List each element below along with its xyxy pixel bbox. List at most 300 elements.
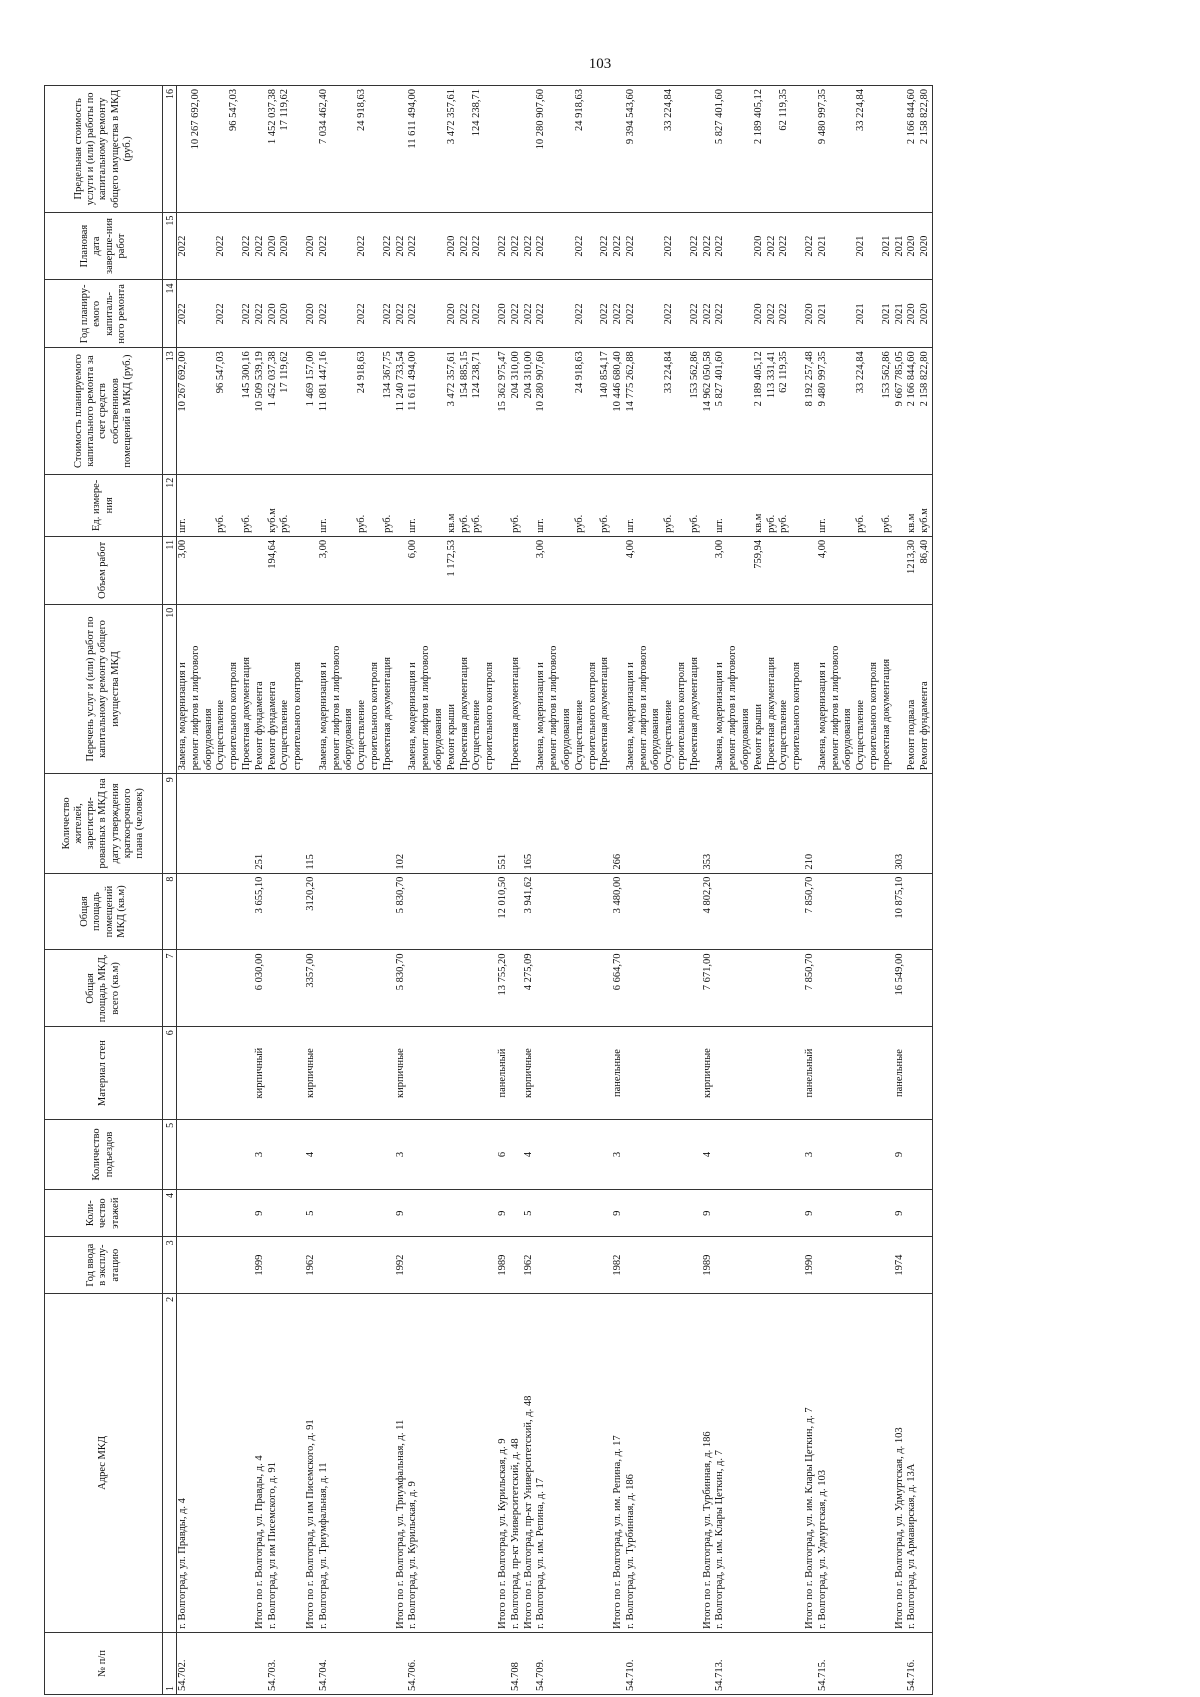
table-body [177,86,933,1695]
cell-line [791,283,804,344]
cell-line [305,540,318,601]
cell-line [740,478,753,533]
cell-line: 4,00 [816,539,828,559]
column-header: Перечень услуг и (или) работ по капитальному ремонту общего имущества МКД [45,604,163,773]
cell-line: 134 367,75 [381,351,393,399]
cell-line: 2022 [599,235,611,257]
cell-vol [318,536,395,604]
cell-line [676,478,689,533]
cell-line [727,216,740,277]
cell-year [625,1237,702,1293]
cell-line: шт. [407,518,419,533]
cell-line: оборудования [740,708,752,771]
cell-s1 [407,950,497,1027]
cell-line: руб. [240,514,252,533]
cell-line: строительного контроля [292,662,304,771]
cell-line [587,89,600,209]
cell-line: ремонт лифтов и лифтового [829,645,841,771]
cell-fl [817,1189,894,1236]
cell-line [689,89,702,209]
cell-y [804,280,817,348]
cell-line: 96 547,03 [228,89,240,131]
cell-n [612,1632,625,1694]
cell-line: 3,00 [177,539,188,559]
cell-addr: Итого по г. Волгоград, пр-кт Университетский, д. 48 [523,1293,536,1632]
cell-addr: Итого по г. Волгоград, ул. Правды, д. 4 [254,1293,267,1632]
cell-n [305,1632,318,1694]
cell-line [305,608,318,770]
cell-line: 2022 [215,303,227,325]
cell-line: Ремонт крыши [445,703,457,771]
cell-mat: кирпичные [305,1027,318,1120]
cell-line: руб. [356,514,368,533]
cell-line: 2021 [893,235,905,257]
cell-line [190,351,203,471]
cell-line: 2022 [663,235,675,257]
cell-line [510,540,523,601]
cell-mat [535,1027,612,1120]
cell-line [382,540,395,601]
table-row [318,86,395,1695]
cell-mat [510,1027,523,1120]
cell-line [868,89,881,209]
cell-line [791,89,804,209]
cell-fl [535,1189,612,1236]
cell-addr: Итого по г. Волгоград, ул. Удмуртская, д. 103 [894,1293,907,1632]
cell-year [817,1237,894,1293]
cell-line: 2022 [471,303,483,325]
cell-line [190,478,203,533]
cell-line [842,89,855,209]
cell-s1 [267,950,305,1027]
cell-line: 2020 [919,235,931,257]
cell-line: 24 918,63 [573,351,585,394]
cell-line: 62 119,35 [778,351,790,393]
cell-line: 2022 [624,235,636,257]
cell-line [203,351,216,471]
cell-line: 14 775 262,88 [624,351,636,412]
cell-cost [625,348,702,475]
cell-y [318,280,395,348]
cell-line: 2022 [381,303,393,325]
cell-line: 759,94 [752,539,764,569]
cell-line [369,216,382,277]
cell-d [305,212,318,280]
cell-line: руб. [599,514,611,533]
cell-line: шт. [317,518,329,533]
cell-d [523,212,536,280]
cell-line: 14 962 050,58 [701,351,713,412]
cell-fl: 9 [804,1189,817,1236]
cell-line: кв.м [445,513,457,533]
cell-line: Замена, модернизация и [317,662,329,771]
cell-line [203,89,216,209]
table-row [714,86,804,1695]
cell-line: 2020 [804,303,816,325]
cell-unit [714,474,804,536]
cell-line: 3 472 357,61 [445,89,457,145]
cell-line: 24 918,63 [573,89,585,131]
cell-line [343,89,356,209]
column-header: Количество жителей, зарегистри-рованных в МКД на дату утверждения краткосрочного плана (человек) [45,774,163,873]
cell-s2 [510,873,523,950]
cell-line: 2020 [304,303,316,325]
table-row [407,86,497,1695]
column-header: Общая площадь помещений МКД (кв.м) [45,873,163,950]
cell-unit [395,474,408,536]
cell-d [254,212,267,280]
cell-line: строительного контроля [586,662,598,771]
cell-s2: 3 480,00 [612,873,625,950]
cell-line: 2022 [356,235,368,257]
cell-line [638,540,651,601]
cell-works [305,604,318,773]
cell-addr: г. Волгоград, ул. Курильская, д. 9 [407,1293,497,1632]
cell-line [894,478,907,533]
cell-people [625,774,702,873]
cell-d [407,212,497,280]
cell-line [868,351,881,471]
cell-unit [625,474,702,536]
cell-line [548,89,561,209]
cell-n: 54.708 [510,1632,523,1694]
cell-line: Ремонт фундамента [266,681,278,771]
cell-addr: Итого по г. Волгоград, ул им Писемского, д. 91 [305,1293,318,1632]
cell-line [548,540,561,601]
cell-line: 24 918,63 [356,351,368,394]
cell-addr: Итого по г. Волгоград, ул. Курильская, д. 9 [497,1293,510,1632]
cell-line [702,89,715,209]
cell-line [650,283,663,344]
capital-repair-table [44,85,933,1695]
cell-line: 2022 [612,235,624,257]
table-row [612,86,625,1695]
cell-line [650,351,663,471]
cell-line: 1 452 037,38 [266,351,278,407]
cell-line [830,283,843,344]
cell-line [343,216,356,277]
table-row [177,86,254,1695]
cell-line: 2022 [522,235,534,257]
cell-cost [714,348,804,475]
cell-line [331,478,344,533]
cell-line: 2022 [663,303,675,325]
cell-line: 204 310,00 [509,351,521,399]
cell-line [740,351,753,471]
cell-line: 2022 [714,235,726,257]
cell-line [650,89,663,209]
cell-line [420,478,433,533]
cell-n: 54.706. [407,1632,497,1694]
cell-line: 2021 [880,235,892,257]
cell-line [842,540,855,601]
cell-line [727,283,740,344]
cell-y [305,280,318,348]
cell-line: 7 034 462,40 [317,89,329,145]
cell-s2 [407,873,497,950]
cell-line [676,351,689,471]
cell-s2 [906,873,932,950]
cell-ent [535,1119,612,1189]
cell-line [459,89,472,209]
cell-line: 2022 [253,235,265,257]
cell-line [702,608,715,770]
cell-works [254,604,267,773]
cell-line: 2022 [714,303,726,325]
cell-year: 1989 [702,1237,715,1293]
cell-line [228,216,241,277]
cell-line: 2020 [496,303,508,325]
cell-lim [407,86,497,213]
cell-line: 5 827 401,60 [714,89,726,145]
cell-s1 [318,950,395,1027]
cell-line: 9 480 997,35 [816,351,828,407]
cell-vol [714,536,804,604]
cell-line: Замена, модернизация и [535,662,547,771]
cell-unit [305,474,318,536]
cell-addr: г. Волгоград, ул. Турбинная, д. 186 [625,1293,702,1632]
cell-line: кв.м [752,513,764,533]
cell-cost [523,348,536,475]
cell-line [663,540,676,601]
cell-line [638,283,651,344]
cell-lim [305,86,318,213]
cell-line [804,89,817,209]
cell-line [881,89,894,209]
cell-vol [702,536,715,604]
cell-people: 102 [395,774,408,873]
cell-vol [395,536,408,604]
cell-people [906,774,932,873]
cell-year [318,1237,395,1293]
cell-people: 303 [894,774,907,873]
cell-line [842,283,855,344]
cell-ent [625,1119,702,1189]
cell-people [510,774,523,873]
cell-s1: 6 664,70 [612,950,625,1027]
cell-line: шт. [177,518,188,533]
cell-line: 2022 [356,303,368,325]
cell-ent: 3 [804,1119,817,1189]
cell-n: 54.709. [535,1632,612,1694]
cell-line: 2022 [535,235,547,257]
cell-line: 2021 [855,303,867,325]
cell-line: 2022 [765,235,777,257]
cell-line [331,351,344,471]
cell-s2: 5 830,70 [395,873,408,950]
cell-y [612,280,625,348]
cell-line [433,478,446,533]
cell-s1: 4 275,09 [523,950,536,1027]
cell-fl [407,1189,497,1236]
cell-d [267,212,305,280]
cell-line: 2022 [177,235,188,257]
cell-works [407,604,497,773]
cell-people: 266 [612,774,625,873]
column-index: 3 [163,1237,177,1293]
cell-fl: 9 [497,1189,510,1236]
cell-line [894,540,907,601]
cell-cost [804,348,817,475]
cell-line [343,540,356,601]
cell-line [433,540,446,601]
cell-line: 2020 [919,303,931,325]
cell-line [228,283,241,344]
cell-vol [894,536,907,604]
cell-ent: 3 [254,1119,267,1189]
cell-line: 113 331,41 [765,351,777,399]
cell-line: ремонт лифтов и лифтового [189,645,201,771]
header-row [45,86,163,1695]
cell-line [830,216,843,277]
cell-y [625,280,702,348]
cell-n [395,1632,408,1694]
cell-line [868,216,881,277]
cell-n: 54.713. [714,1632,804,1694]
cell-s1: 6 030,00 [254,950,267,1027]
cell-line: ремонт лифтов и лифтового [330,645,342,771]
cell-line: Ремонт фундамента [919,681,931,771]
cell-line [190,540,203,601]
cell-ent [407,1119,497,1189]
cell-year [714,1237,804,1293]
table-row [510,86,523,1695]
cell-line: 3,00 [535,539,547,559]
cell-works [702,604,715,773]
cell-works [497,604,510,773]
cell-line [215,89,228,209]
cell-people: 551 [497,774,510,873]
cell-line [561,540,574,601]
cell-lim [523,86,536,213]
cell-n: 54.702. [177,1632,254,1694]
cell-line: Замена, модернизация и [177,662,188,771]
cell-unit [817,474,894,536]
cell-mat: панельные [612,1027,625,1120]
cell-mat [906,1027,932,1120]
cell-line [778,540,791,601]
cell-line: 2020 [445,303,457,325]
cell-vol [906,536,932,604]
cell-line [830,351,843,471]
cell-line: Осуществление [356,699,368,771]
cell-works [535,604,612,773]
cell-line [203,478,216,533]
cell-line [894,89,907,209]
cell-d [817,212,894,280]
table-row [894,86,907,1695]
cell-line: 1 469 157,00 [304,351,316,407]
cell-line [343,351,356,471]
cell-line: руб. [663,514,675,533]
cell-unit [535,474,612,536]
cell-line: 1 452 037,38 [266,89,278,145]
cell-line [842,216,855,277]
column-header: Общая площадь МКД, всего (кв.м) [45,950,163,1027]
cell-cost [177,348,254,475]
cell-y [817,280,894,348]
cell-line: 10 280 907,60 [535,351,547,412]
cell-mat: кирпичные [702,1027,715,1120]
cell-line: 86,40 [919,539,931,564]
cell-lim [906,86,932,213]
cell-people [714,774,804,873]
cell-line: 194,64 [266,539,278,569]
cell-line [574,540,587,601]
cell-lim [497,86,510,213]
cell-line: 2022 [394,303,406,325]
cell-line: 2020 [752,303,764,325]
cell-fl [177,1189,254,1236]
cell-line: 2022 [471,235,483,257]
cell-y [267,280,305,348]
cell-mat [318,1027,395,1120]
cell-line: куб.м [266,508,278,533]
cell-line [587,351,600,471]
cell-unit [523,474,536,536]
cell-line: 3,00 [317,539,329,559]
cell-line: Осуществление [279,699,291,771]
cell-works [714,604,804,773]
cell-people: 251 [254,774,267,873]
cell-line [650,216,663,277]
cell-line: шт. [816,518,828,533]
cell-line [433,351,446,471]
cell-vol [804,536,817,604]
cell-vol [254,536,267,604]
cell-mat [625,1027,702,1120]
cell-line [842,478,855,533]
cell-line: Проектная документация [240,657,252,771]
cell-fl: 9 [612,1189,625,1236]
cell-fl: 5 [305,1189,318,1236]
cell-line: строительного контроля [791,662,803,771]
cell-fl [714,1189,804,1236]
cell-line: Ремонт фундамента [253,681,265,771]
cell-works [510,604,523,773]
table-row [906,86,932,1695]
cell-line [369,351,382,471]
cell-line: Проектная документация [599,657,611,771]
cell-cost [395,348,408,475]
cell-y [254,280,267,348]
cell-cost [254,348,267,475]
cell-year: 1962 [305,1237,318,1293]
cell-line [676,89,689,209]
cell-line: 8 192 257,48 [804,351,816,407]
column-header: Год ввода в эксплу-атацию [45,1237,163,1293]
cell-line: Осуществление [573,699,585,771]
cell-ent [817,1119,894,1189]
cell-line [766,89,779,209]
cell-people [407,774,497,873]
column-index: 16 [163,86,177,213]
cell-fl [318,1189,395,1236]
cell-line [228,478,241,533]
cell-line: 2022 [778,303,790,325]
cell-line [292,478,305,533]
cell-line [497,608,510,770]
cell-line: шт. [624,518,636,533]
cell-line [612,89,625,209]
cell-line: оборудования [560,708,572,771]
cell-year [177,1237,254,1293]
cell-line [343,478,356,533]
cell-line: 204 310,00 [522,351,534,399]
cell-s1 [177,950,254,1027]
cell-vol [612,536,625,604]
cell-lim [894,86,907,213]
